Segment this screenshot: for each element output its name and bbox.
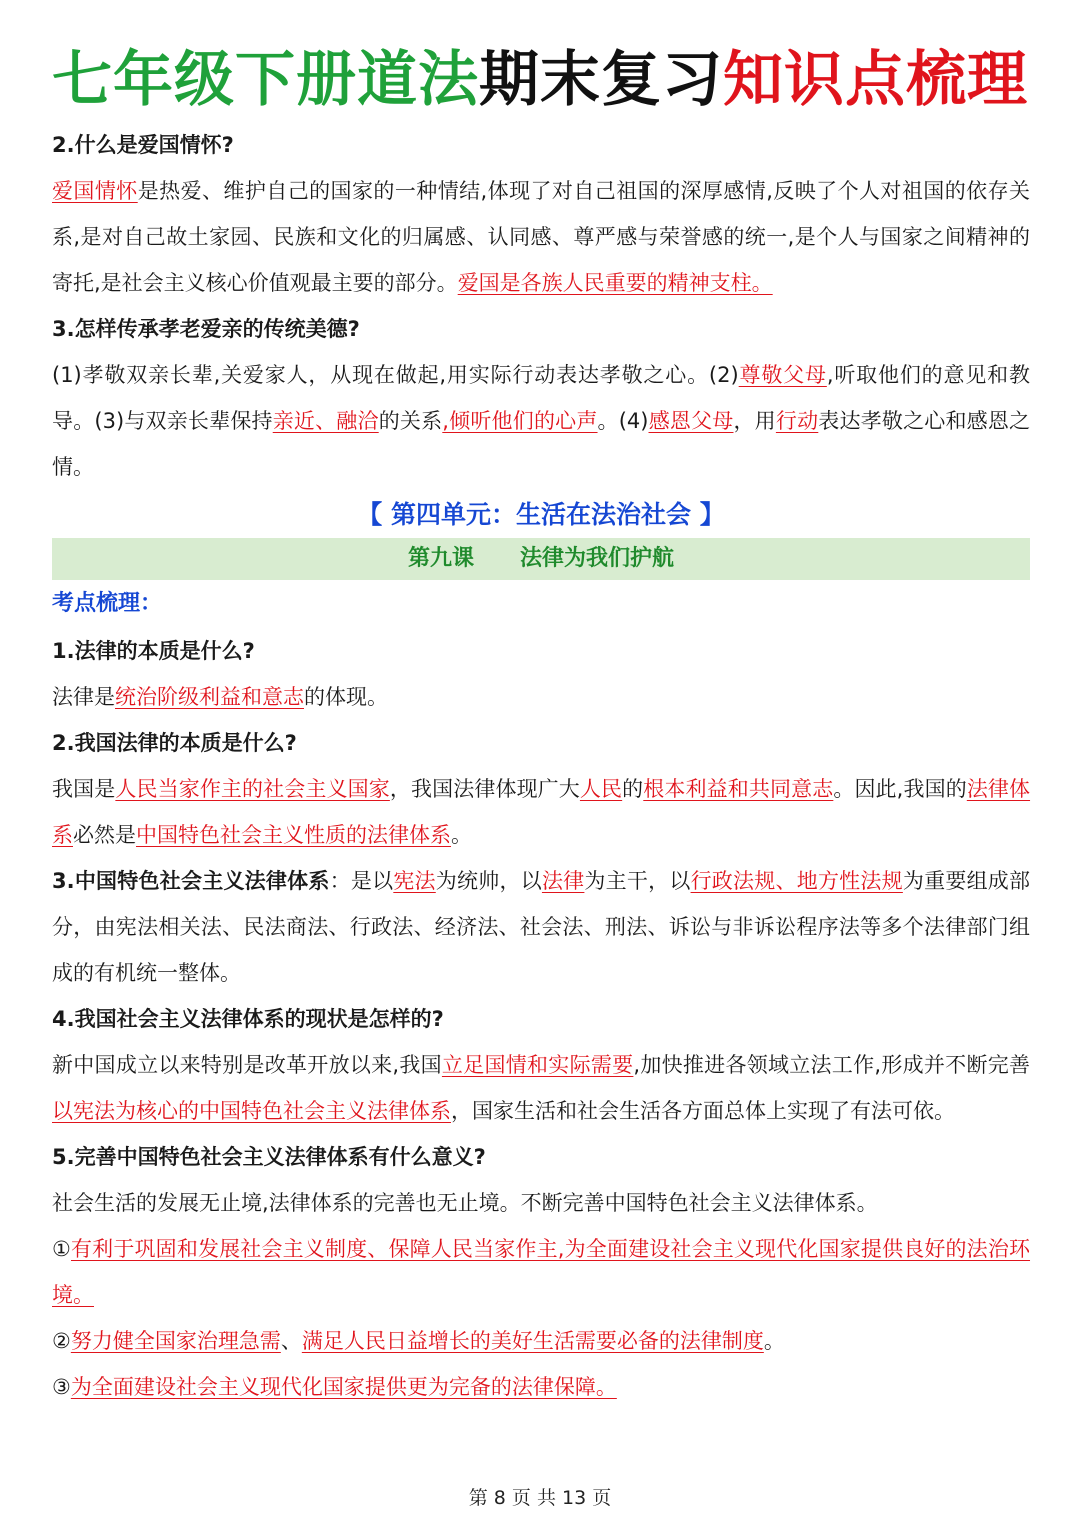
answer-paragraph: 社会生活的发展无止境,法律体系的完善也无止境。不断完善中国特色社会主义法律体系。	[52, 1191, 878, 1215]
question-heading: 5.完善中国特色社会主义法律体系有什么意义?	[52, 1145, 486, 1169]
answer-paragraph	[52, 168, 1030, 306]
answer-text: 。(4)	[597, 409, 649, 433]
answer-text: 表达孝敬之心和感恩之情。	[52, 409, 1031, 479]
key-term: 感恩父母	[648, 409, 734, 433]
key-term: ,倾听他们的心声	[442, 409, 598, 433]
key-term: 爱国情怀	[52, 179, 138, 203]
answer-text: 是热爱、维护自己的国家的一种情结,体现了对自己祖国的深厚感情,反映了个人对祖国的依存关系,是对自己故土家园、民族和文化的归属感、认同感、尊严感与荣誉感的统一,是个人与国家之间精神的寄托,是社会主义核心价值观最主要的部分。	[52, 179, 1030, 295]
key-term: 尊敬父母	[738, 363, 827, 387]
content-body	[52, 122, 1030, 1410]
question-heading: 2.我国法律的本质是什么?	[52, 731, 297, 755]
list-number: ①	[52, 1237, 71, 1261]
key-term: 努力健全国家治理急需	[70, 1329, 281, 1353]
lesson-banner: 第九课 法律为我们护航	[52, 538, 1030, 580]
answer-paragraph	[52, 1042, 1030, 1134]
question-heading: 3.中国特色社会主义法律体系	[52, 869, 330, 893]
key-term: 人民当家作主的社会主义国家	[115, 777, 390, 801]
list-number: ②	[52, 1329, 71, 1353]
answer-paragraph	[52, 352, 1030, 490]
list-item	[52, 1364, 1030, 1410]
answer-text: ，我国法律体现广大	[389, 777, 580, 801]
question-heading: 2.什么是爱国情怀?	[52, 133, 234, 157]
answer-text: ，用	[733, 409, 776, 433]
list-number: ③	[52, 1375, 71, 1399]
answer-text: 的关系	[378, 409, 443, 433]
question-heading: 4.我国社会主义法律体系的现状是怎样的?	[52, 1007, 444, 1031]
answer-text: (1)孝敬双亲长辈,关爱家人，从现在做起,用实际行动表达孝敬之心。(2)	[52, 363, 739, 387]
key-term: 法律	[541, 869, 585, 893]
answer-text: 。	[451, 823, 472, 847]
key-term: 以宪法为核心的中国特色社会主义法律体系	[52, 1099, 451, 1123]
answer-text: 必然是	[73, 823, 136, 847]
answer-paragraph	[52, 674, 1030, 720]
answer-text: 为统帅，以	[435, 869, 542, 893]
answer-paragraph	[52, 766, 1030, 858]
list-item	[52, 1318, 1030, 1364]
answer-text: 。因此,我国的	[833, 777, 967, 801]
title-part-3: 知识点梳理	[723, 45, 1028, 115]
answer-text: 新中国成立以来特别是改革开放以来,我国	[52, 1053, 442, 1077]
answer-text: 、	[280, 1329, 302, 1353]
key-term: 宪法	[393, 869, 436, 893]
key-term: 立足国情和实际需要	[441, 1053, 634, 1077]
unit-heading: 【 第四单元：生活在法治社会 】	[357, 500, 725, 529]
answer-text: ：是以	[329, 869, 394, 893]
page-title	[0, 38, 1080, 122]
section-label: 考点梳理：	[52, 591, 163, 616]
answer-text: ,听取他们的意见和教导。(3)与双亲长辈保持	[52, 363, 1030, 433]
key-term: 为全面建设社会主义现代化国家提供更为完备的法律保障。	[70, 1375, 617, 1399]
answer-text: ,加快推进各领域立法工作,形成并不断完善	[633, 1053, 1030, 1077]
question-heading: 1.法律的本质是什么?	[52, 639, 255, 663]
answer-text: 的体现。	[304, 685, 388, 709]
key-term: 亲近、融洽	[272, 409, 379, 433]
key-term: 行动	[775, 409, 819, 433]
key-term: 满足人民日益增长的美好生活需要必备的法律制度	[301, 1329, 764, 1353]
answer-text: ，国家生活和社会生活各方面总体上实现了有法可依。	[451, 1099, 955, 1123]
key-term: 根本利益和共同意志	[643, 777, 834, 801]
answer-text: 为重要组成部分，由宪法相关法、民法商法、行政法、经济法、社会法、刑法、诉讼与非诉讼程序法等多个法律部门组成的有机统一整体。	[52, 869, 1031, 985]
question-heading: 3.怎样传承孝老爱亲的传统美德?	[52, 317, 360, 341]
page-number-footer: 第 8 页 共 13 页	[468, 1487, 612, 1509]
key-term: 人民	[579, 777, 623, 801]
list-item	[52, 1226, 1030, 1318]
answer-paragraph	[52, 858, 1030, 996]
answer-text: 。	[763, 1329, 785, 1353]
title-part-2: 期末复习	[479, 45, 723, 115]
answer-text: 法律是	[52, 685, 115, 709]
title-part-1: 七年级下册道法	[52, 45, 479, 115]
answer-text: 为主干，以	[584, 869, 691, 893]
answer-text: 的	[622, 777, 644, 801]
key-term: 中国特色社会主义性质的法律体系	[136, 823, 451, 847]
key-term: 统治阶级利益和意志	[115, 685, 304, 709]
key-term: 有利于巩固和发展社会主义制度、保障人民当家作主,为全面建设社会主义现代化国家提供良好的法治环境。	[52, 1237, 1031, 1307]
key-term: 爱国是各族人民重要的精神支柱。	[457, 271, 773, 295]
answer-text: 我国是	[52, 777, 116, 801]
key-term: 法律体系	[52, 777, 1031, 847]
key-term: 行政法规、地方性法规	[690, 869, 903, 893]
